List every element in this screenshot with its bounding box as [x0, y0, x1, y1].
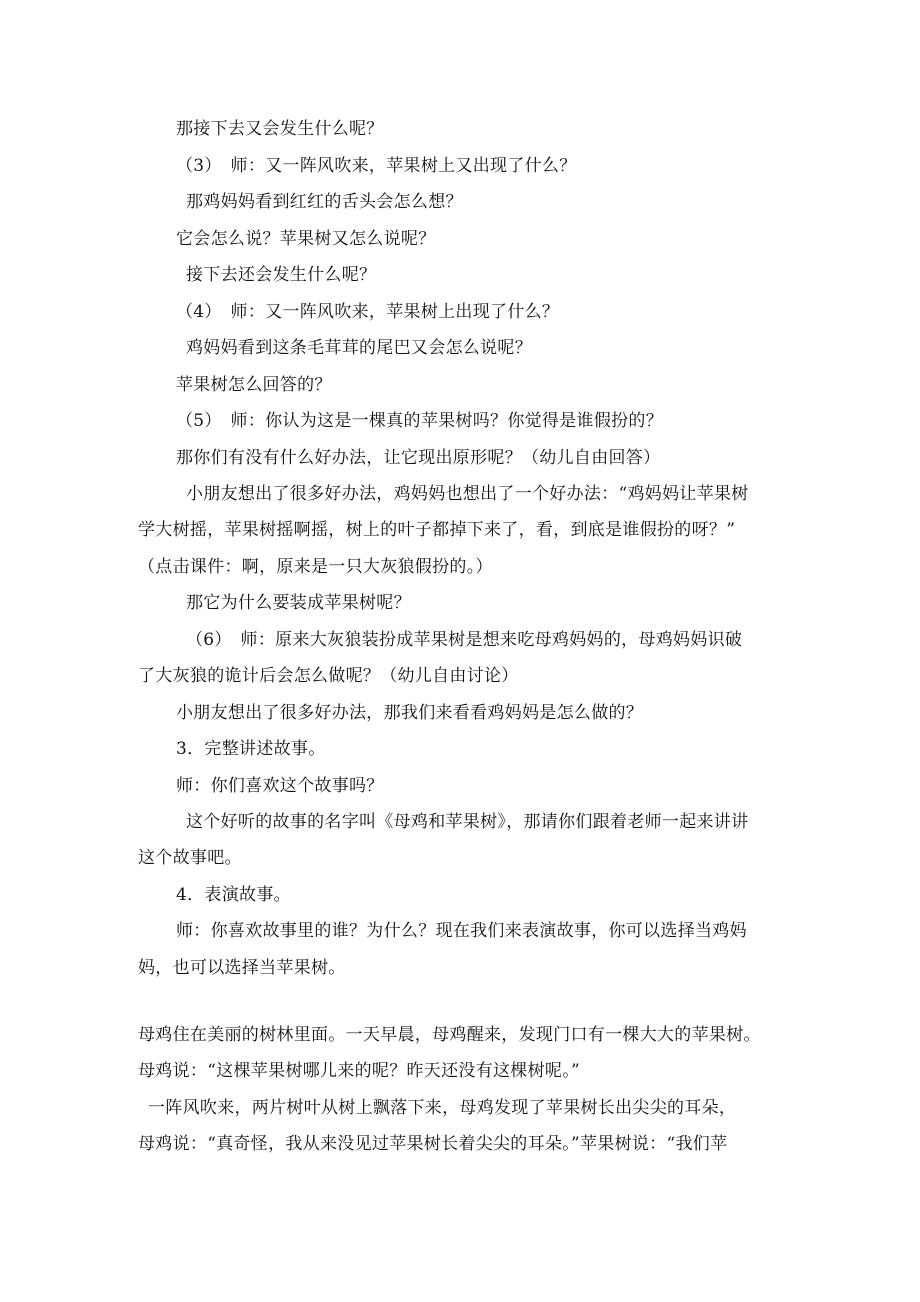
- text-line: 母鸡住在美丽的树林里面。一天早晨，母鸡醒来，发现门口有一棵大大的苹果树。: [138, 1025, 761, 1045]
- text-line: 师：你们喜欢这个故事吗？: [176, 776, 384, 796]
- text-line: 那接下去又会发生什么呢？: [176, 119, 384, 139]
- text-line: 小朋友想出了很多好办法，那我们来看看鸡妈妈是怎么做的？: [176, 703, 644, 723]
- text-line: 母鸡说：“这棵苹果树哪儿来的呢？昨天还没有这棵树呢。”: [138, 1061, 580, 1081]
- text-line: 鸡妈妈看到这条毛茸茸的尾巴又会怎么说呢？: [186, 338, 532, 358]
- text-line: 这个好听的故事的名字叫《母鸡和苹果树》，那请你们跟着老师一起来讲讲: [186, 812, 749, 832]
- text-line: （点击课件：啊，原来是一只大灰狼假扮的。）: [138, 557, 493, 577]
- text-line: 3．完整讲述故事。: [176, 739, 326, 759]
- text-line: 学大树摇，苹果树摇啊摇，树上的叶子都掉下来了，看，到底是谁假扮的呀？”: [138, 520, 736, 540]
- text-line: 那鸡妈妈看到红红的舌头会怎么想？: [186, 192, 463, 212]
- text-line: （3） 师：又一阵风吹来，苹果树上又出现了什么？: [176, 156, 577, 176]
- text-line: 苹果树怎么回答的？: [176, 375, 332, 395]
- text-line: 那它为什么要装成苹果树呢？: [186, 593, 411, 613]
- text-line: （6） 师：原来大灰狼装扮成苹果树是想来吃母鸡妈妈的，母鸡妈妈识破: [186, 630, 743, 650]
- text-line: 接下去还会发生什么呢？: [186, 265, 377, 285]
- text-line: 4．表演故事。: [176, 885, 291, 905]
- text-line: 了大灰狼的诡计后会怎么做呢？（幼儿自由讨论）: [138, 666, 519, 686]
- text-line: （5） 师：你认为这是一棵真的苹果树吗？你觉得是谁假扮的？: [176, 411, 664, 431]
- text-line: （4） 师：又一阵风吹来，苹果树上出现了什么？: [176, 302, 560, 322]
- text-line: 它会怎么说？苹果树又怎么说呢？: [176, 229, 436, 249]
- text-line: 母鸡说：“真奇怪，我从来没见过苹果树长着尖尖的耳朵。”苹果树说：“我们苹: [138, 1134, 728, 1154]
- text-line: 师：你喜欢故事里的谁？为什么？现在我们来表演故事，你可以选择当鸡妈: [176, 921, 747, 941]
- text-line: 那你们有没有什么好办法，让它现出原形呢？（幼儿自由回答）: [176, 448, 661, 468]
- text-line: 这个故事吧。: [138, 848, 242, 868]
- text-line: 小朋友想出了很多好办法，鸡妈妈也想出了一个好办法：“鸡妈妈让苹果树: [186, 484, 749, 504]
- text-line: 妈，也可以选择当苹果树。: [138, 958, 346, 978]
- text-line: 一阵风吹来，两片树叶从树上飘落下来，母鸡发现了苹果树长出尖尖的耳朵，: [148, 1098, 737, 1118]
